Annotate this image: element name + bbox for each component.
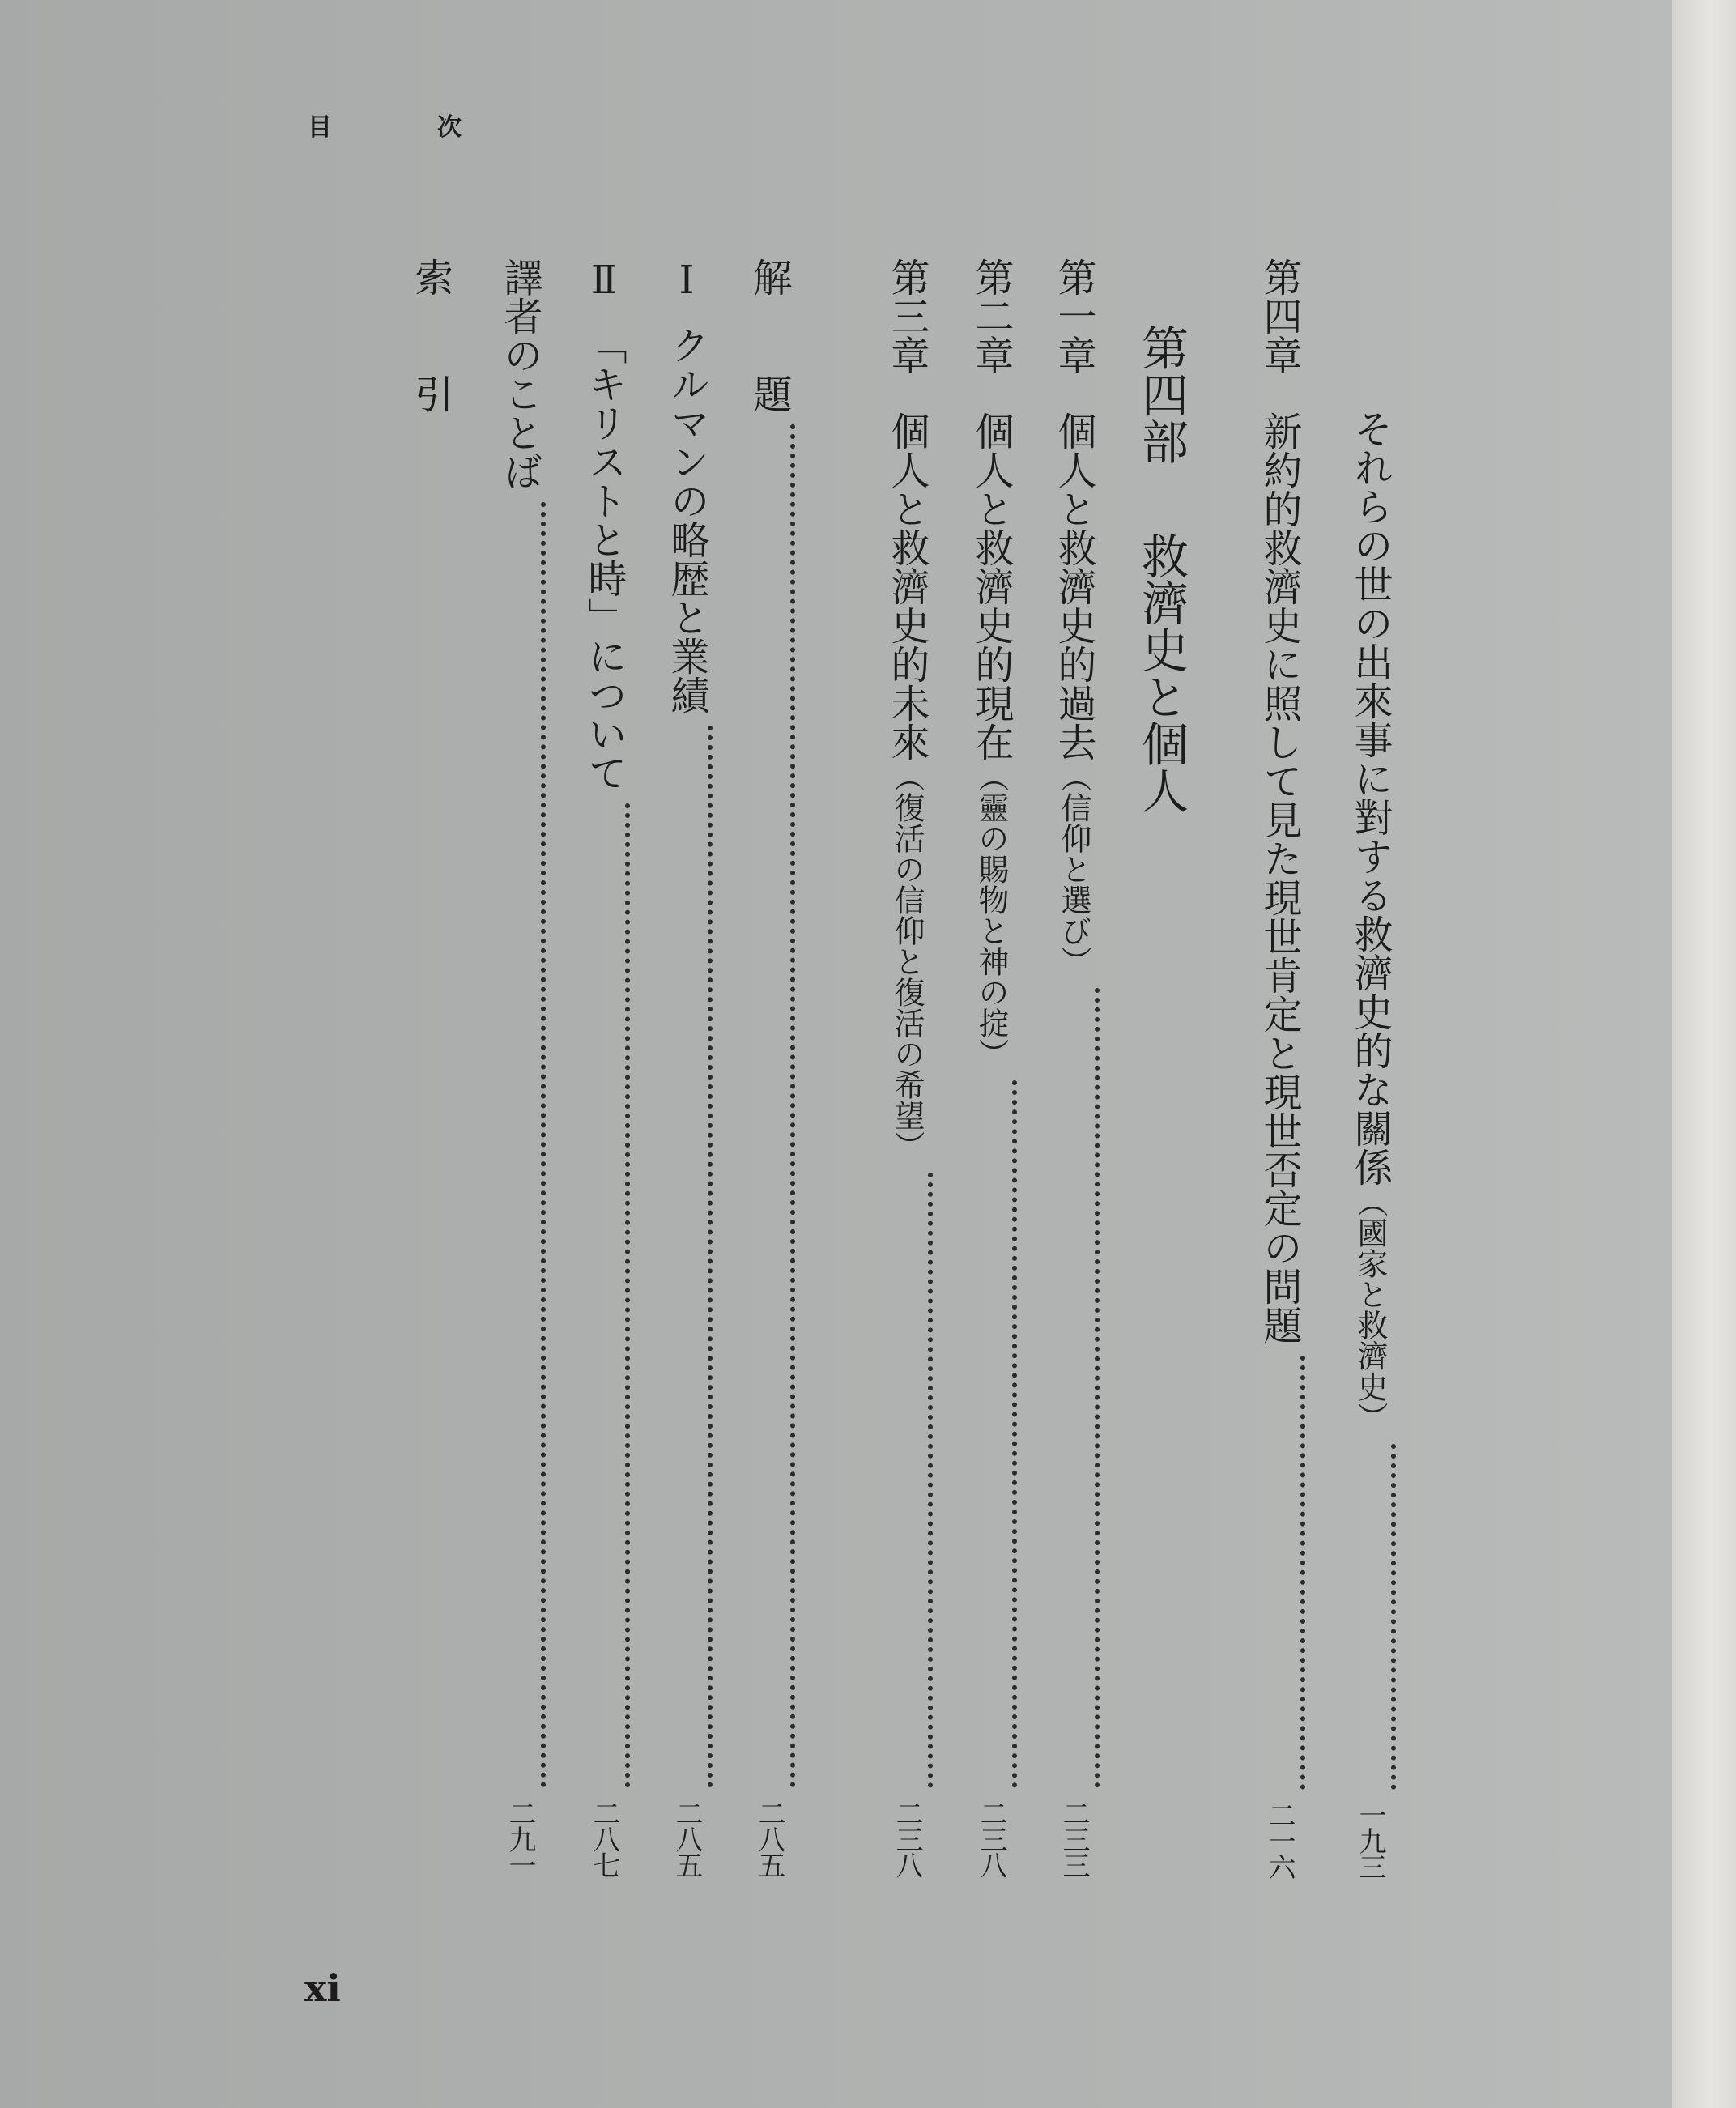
toc-page-number: 二三八 — [975, 1799, 1007, 1877]
part-label: 第四部 — [1134, 324, 1189, 465]
toc-entry-commentary-2 — [578, 258, 630, 1877]
toc-entry-title: 解 題 — [747, 258, 792, 413]
toc-entry-title: それらの世の出來事に對する救濟史的な關係 — [1347, 409, 1393, 1186]
toc-entry-index — [405, 258, 457, 500]
toc-entry-label: Ⅱ — [581, 258, 627, 303]
running-head-right: 次 — [437, 113, 462, 142]
toc-entry-title: 個人と救濟史的現在 — [968, 411, 1014, 761]
dot-leader — [1344, 1444, 1396, 1790]
toc-entry-title: 個人と救濟史的未來 — [884, 411, 930, 761]
toc-entry-title: 個人と救濟史的過去 — [1051, 411, 1096, 761]
toc-page-number: 二三八 — [891, 1799, 923, 1877]
dot-leader — [743, 424, 795, 1788]
dot-leader — [1253, 1356, 1305, 1790]
dot-leader — [1048, 988, 1100, 1788]
toc-entry-label: Ⅰ — [664, 258, 709, 303]
page-edge — [1672, 0, 1736, 2108]
toc-entry-chapter-1 — [1048, 258, 1100, 1877]
toc-entry-subtitle: （靈の賜物と神の掟） — [973, 761, 1009, 1069]
page-number: xi — [304, 1966, 341, 2010]
toc-page-number: 一九三 — [1354, 1801, 1386, 1879]
part-heading — [1130, 324, 1192, 814]
dot-leader — [578, 803, 630, 1788]
toc-entry-state-relation — [1344, 409, 1396, 1879]
toc-page-number: 二八五 — [670, 1799, 703, 1877]
toc-entry-chapter-4 — [1253, 258, 1305, 1879]
toc-entry-commentary — [743, 258, 795, 1877]
toc-entry-label: 第一章 — [1051, 258, 1096, 374]
toc-entry-translator-note — [494, 258, 546, 1877]
part-title: 救濟史と個人 — [1134, 531, 1189, 814]
dot-leader — [965, 1080, 1017, 1788]
toc-entry-subtitle: （信仰と選び） — [1056, 761, 1091, 977]
toc-page-number: 二八五 — [753, 1799, 785, 1877]
toc-page-number: 二一六 — [1263, 1801, 1296, 1879]
running-head-left: 目 — [308, 113, 332, 142]
toc-page-number: 二八七 — [588, 1799, 620, 1877]
running-head — [308, 107, 462, 143]
toc-entry-chapter-2 — [965, 258, 1017, 1877]
toc-entry-chapter-3 — [881, 258, 933, 1877]
toc-entry-title: クルマンの略歴と業績 — [664, 326, 709, 714]
toc-entry-commentary-1 — [661, 258, 713, 1877]
toc-entry-label: 第三章 — [884, 258, 930, 374]
toc-entry-title: 「キリストと時」について — [581, 326, 627, 792]
dot-leader — [494, 502, 546, 1788]
toc-entry-label: 第二章 — [968, 258, 1014, 374]
dot-leader — [881, 1173, 933, 1788]
toc-entry-subtitle: （復活の信仰と復活の希望） — [889, 761, 925, 1161]
toc-entry-title: 新約的救濟史に照して見た現世肯定と現世否定の問題 — [1257, 411, 1302, 1344]
dot-leader — [661, 726, 713, 1788]
toc-page-number: 二九一 — [504, 1799, 536, 1877]
toc-entry-title: 索 引 — [408, 258, 453, 413]
toc-entry-subtitle: （國家と救濟史） — [1352, 1186, 1388, 1433]
toc-entry-title: 譯者のことば — [497, 258, 542, 491]
toc-page-number: 二三三 — [1057, 1799, 1090, 1877]
toc-entry-label: 第四章 — [1257, 258, 1302, 374]
